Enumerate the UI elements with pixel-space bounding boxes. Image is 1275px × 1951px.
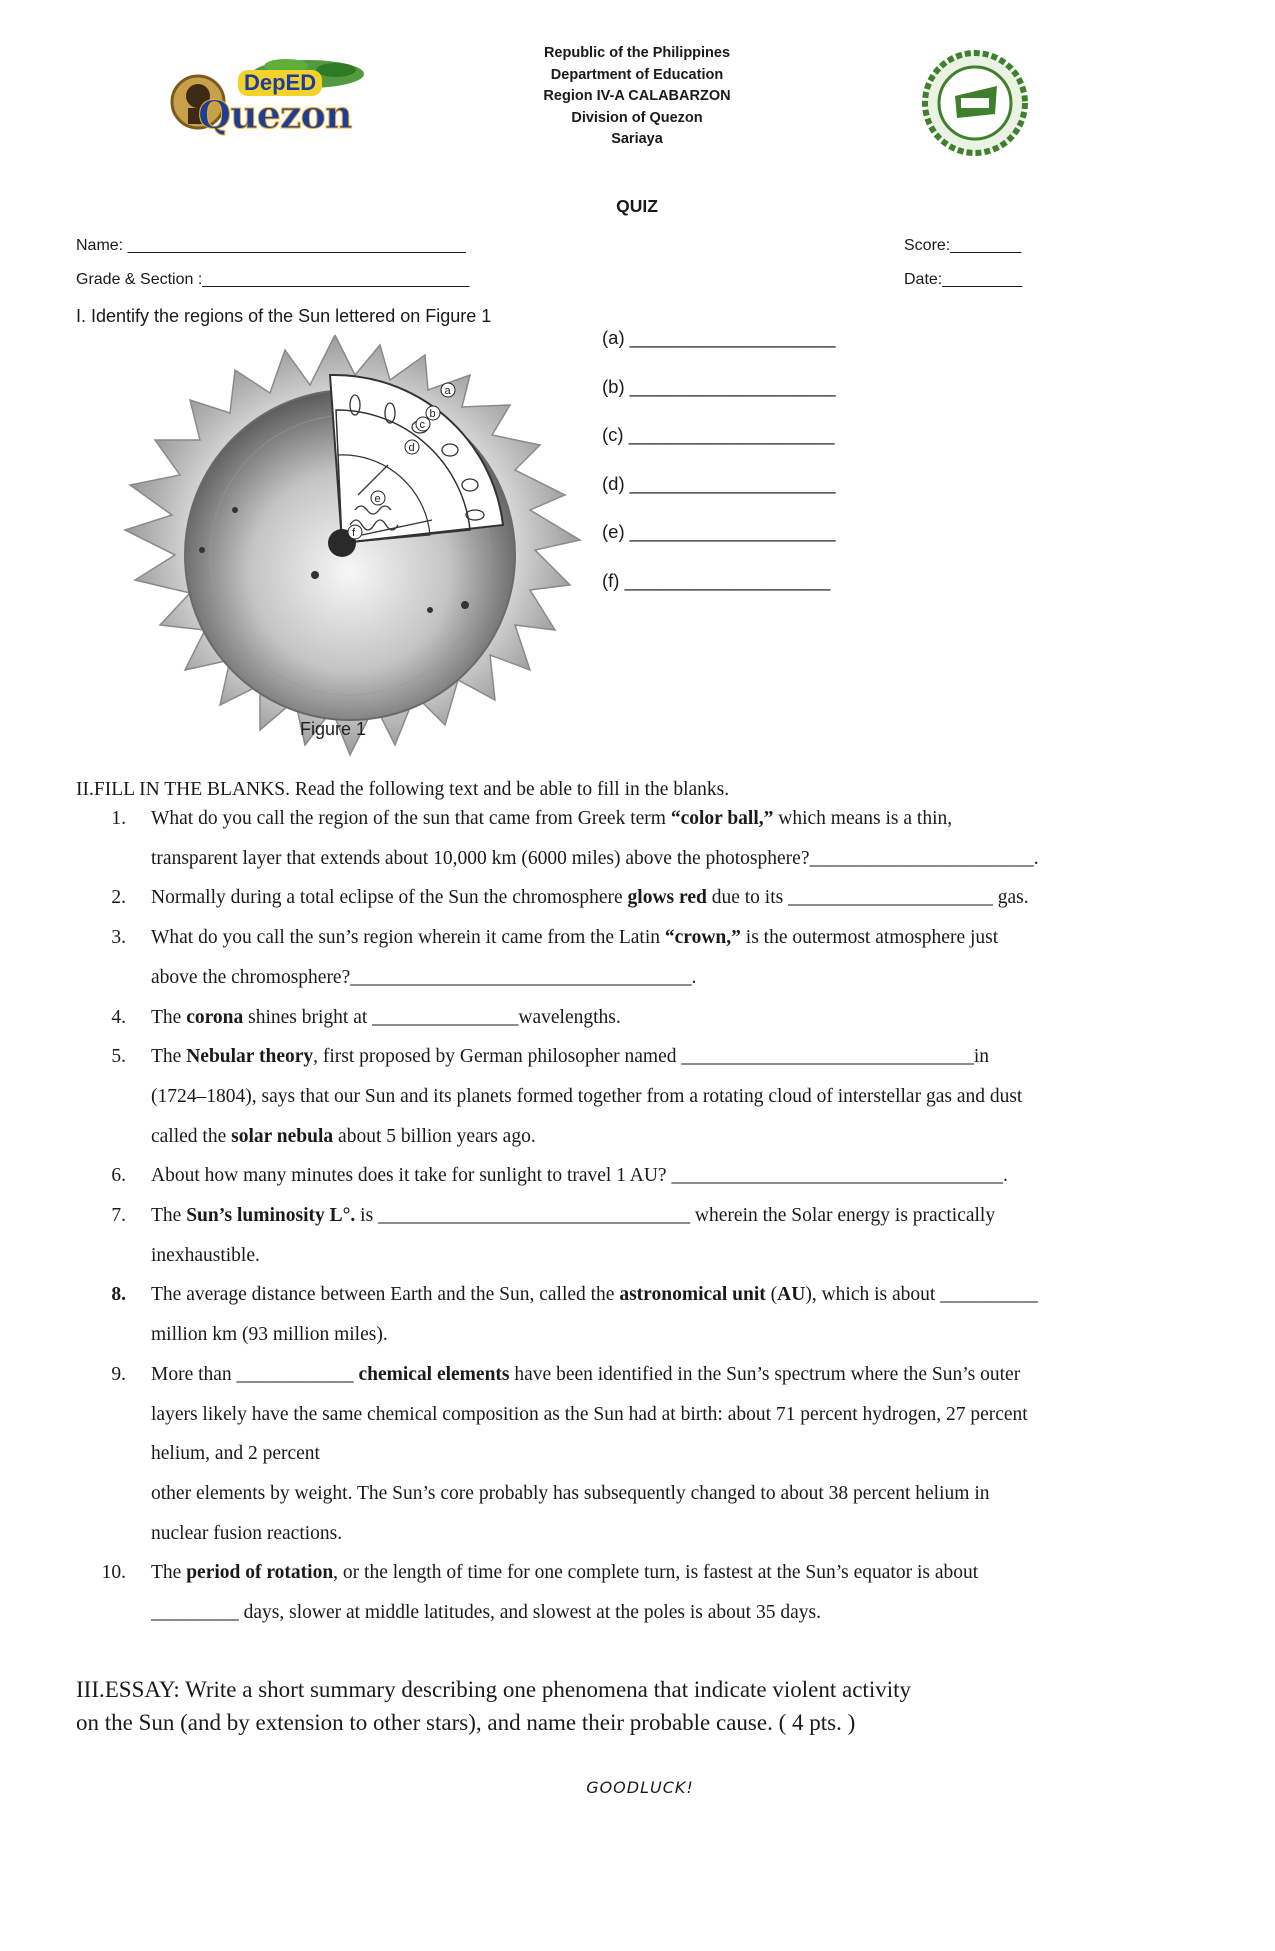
question-text: About how many minutes does it take for sunlight to travel 1 AU? __________________________________. xyxy=(151,1165,1008,1187)
question-text: Normally during a total eclipse of the Sun the chromosphere xyxy=(151,887,628,909)
essay-line-1: III.ESSAY: Write a short summary describing one phenomena that indicate violent activity xyxy=(76,1677,911,1702)
question-line xyxy=(151,927,998,949)
question-line xyxy=(151,1126,536,1148)
quiz-title: QUIZ xyxy=(616,196,658,216)
question-text: More than ____________ xyxy=(151,1363,359,1385)
goodluck-text: GOODLUCK! xyxy=(586,1778,694,1797)
figure-letter-a: a xyxy=(444,385,451,397)
question-bold-term: glows red xyxy=(627,887,707,909)
figure-letter-c: c xyxy=(419,419,425,431)
question-text: helium, and 2 percent xyxy=(151,1443,320,1465)
header-line-division: Division of Quezon xyxy=(571,109,703,126)
question-line xyxy=(151,1443,320,1465)
logo-wordmark: Quezon xyxy=(198,92,352,137)
answer-a[interactable]: (a) ____________________ xyxy=(602,327,836,348)
question-text: What do you call the sun’s region wherein it came from the Latin xyxy=(151,927,665,949)
question-text: transparent layer that extends about 10,000 km (6000 miles) above the photosphere?_______________________. xyxy=(151,847,1039,869)
question-number: 4. xyxy=(111,1006,126,1028)
question-number: 3. xyxy=(111,927,126,949)
grade-section-field[interactable]: Grade & Section :______________________________ xyxy=(76,271,470,288)
question-text: called the xyxy=(151,1125,232,1147)
question-line xyxy=(151,1602,821,1624)
question-line xyxy=(151,1364,1020,1386)
question-bold-term: solar nebula xyxy=(231,1125,334,1147)
header-line-town: Sariaya xyxy=(611,131,663,147)
question-line xyxy=(151,1562,978,1584)
question-text: above the chromosphere?___________________________________. xyxy=(151,966,697,988)
question-number: 2. xyxy=(111,887,126,909)
score-field[interactable]: Score:________ xyxy=(904,237,1022,254)
figure-letter-b: b xyxy=(429,408,436,420)
question-line xyxy=(151,848,1039,870)
question-text: (1724–1804), says that our Sun and its planets formed together from a rotating cloud of interstellar gas and dust xyxy=(151,1085,1023,1107)
question-line xyxy=(151,1205,995,1227)
question-line xyxy=(151,1007,621,1029)
question-bold-term: period of rotation xyxy=(186,1562,334,1584)
question-bold-term: Sun’s luminosity L°. xyxy=(186,1205,356,1226)
question-text: The xyxy=(151,1562,187,1584)
question-text: about 5 billion years ago. xyxy=(333,1125,536,1147)
question-line xyxy=(151,1284,1038,1306)
question-text: The average distance between Earth and the Sun, called the xyxy=(151,1284,620,1306)
question-number: 1. xyxy=(111,808,126,829)
question-line xyxy=(151,1404,1028,1426)
header-line-region: Region IV-A CALABARZON xyxy=(543,88,731,104)
figure-letter-d: d xyxy=(408,442,415,454)
figure-caption: Figure 1 xyxy=(300,719,367,739)
question-text: , first proposed by German philosopher named ______________________________in xyxy=(313,1046,990,1068)
question-line xyxy=(151,1324,388,1346)
logo-badge: DepED xyxy=(238,70,322,96)
essay-line-2: on the Sun (and by extension to other stars), and name their probable cause. ( 4 pts. ) xyxy=(76,1710,856,1735)
question-number: 6. xyxy=(111,1165,126,1187)
question-text: million km (93 million miles). xyxy=(151,1324,388,1346)
question-bold-term: Nebular theory xyxy=(186,1046,314,1068)
question-line xyxy=(151,1165,1008,1187)
question-text: The xyxy=(151,1205,187,1226)
question-bold-term: corona xyxy=(186,1006,244,1028)
question-text: ( xyxy=(765,1284,778,1306)
question-bold-term: chemical elements xyxy=(358,1363,510,1385)
question-text: shines bright at _______________wavelengths. xyxy=(243,1006,621,1028)
section1-heading: I. Identify the regions of the Sun lettered on Figure 1 xyxy=(76,306,492,326)
answer-f[interactable]: (f) ____________________ xyxy=(602,569,831,591)
question-number: 7. xyxy=(111,1205,126,1226)
question-text: The xyxy=(151,1046,187,1068)
question-text: is the outermost atmosphere just xyxy=(740,927,999,949)
question-text: ), which is about __________ xyxy=(805,1284,1038,1306)
answer-d[interactable]: (d) ____________________ xyxy=(602,472,836,494)
question-text: _________ days, slower at middle latitudes, and slowest at the poles is about 35 days. xyxy=(151,1602,821,1623)
question-bold-term: “color ball,” xyxy=(670,808,774,829)
question-number: 10. xyxy=(101,1562,126,1584)
answer-c[interactable]: (c) ____________________ xyxy=(602,424,835,445)
question-line xyxy=(151,1523,342,1545)
question-number: 5. xyxy=(111,1046,126,1068)
question-text: which means is a thin, xyxy=(773,808,953,829)
question-text: is ________________________________ wherein the Solar energy is practically xyxy=(355,1205,996,1226)
question-line xyxy=(151,1483,989,1505)
question-bold-term: “crown,” xyxy=(664,927,741,949)
question-number: 9. xyxy=(111,1363,126,1385)
question-line xyxy=(151,1046,989,1068)
question-line xyxy=(151,887,1029,909)
header-line-department: Department of Education xyxy=(550,66,724,83)
question-text: , or the length of time for one complete turn, is fastest at the Sun’s equator is about xyxy=(333,1562,979,1584)
section2-heading: II.FILL IN THE BLANKS. Read the following text and be able to fill in the blanks. xyxy=(76,779,730,800)
date-field[interactable]: Date:_________ xyxy=(904,271,1023,288)
question-text: The xyxy=(151,1006,187,1028)
figure-letter-f: f xyxy=(352,527,356,539)
question-text: layers likely have the same chemical composition as the Sun had at birth: about 71 percent hydrogen, 27 percent xyxy=(151,1403,1028,1425)
question-line xyxy=(151,1245,260,1267)
name-field[interactable]: Name: ______________________________________ xyxy=(76,237,466,254)
question-text: have been identified in the Sun’s spectrum where the Sun’s outer xyxy=(509,1363,1021,1385)
question-text: nuclear fusion reactions. xyxy=(151,1522,343,1544)
question-line xyxy=(151,808,952,830)
answer-e[interactable]: (e) ____________________ xyxy=(602,521,836,542)
figure-letter-e: e xyxy=(374,493,381,505)
question-line xyxy=(151,967,696,989)
question-text: other elements by weight. The Sun’s core probably has subsequently changed to about 38 percent helium in xyxy=(151,1482,990,1504)
question-number: 8. xyxy=(111,1284,126,1306)
question-bold-term: astronomical unit xyxy=(619,1284,766,1306)
answer-b[interactable]: (b) ____________________ xyxy=(602,375,836,397)
question-bold-term: AU xyxy=(777,1284,806,1306)
question-text: inexhaustible. xyxy=(151,1244,260,1266)
question-text: What do you call the region of the sun that came from Greek term xyxy=(151,808,671,829)
question-text: due to its _____________________ gas. xyxy=(706,887,1029,909)
question-line xyxy=(151,1086,1022,1108)
header-line-republic: Republic of the Philippines xyxy=(543,45,731,61)
